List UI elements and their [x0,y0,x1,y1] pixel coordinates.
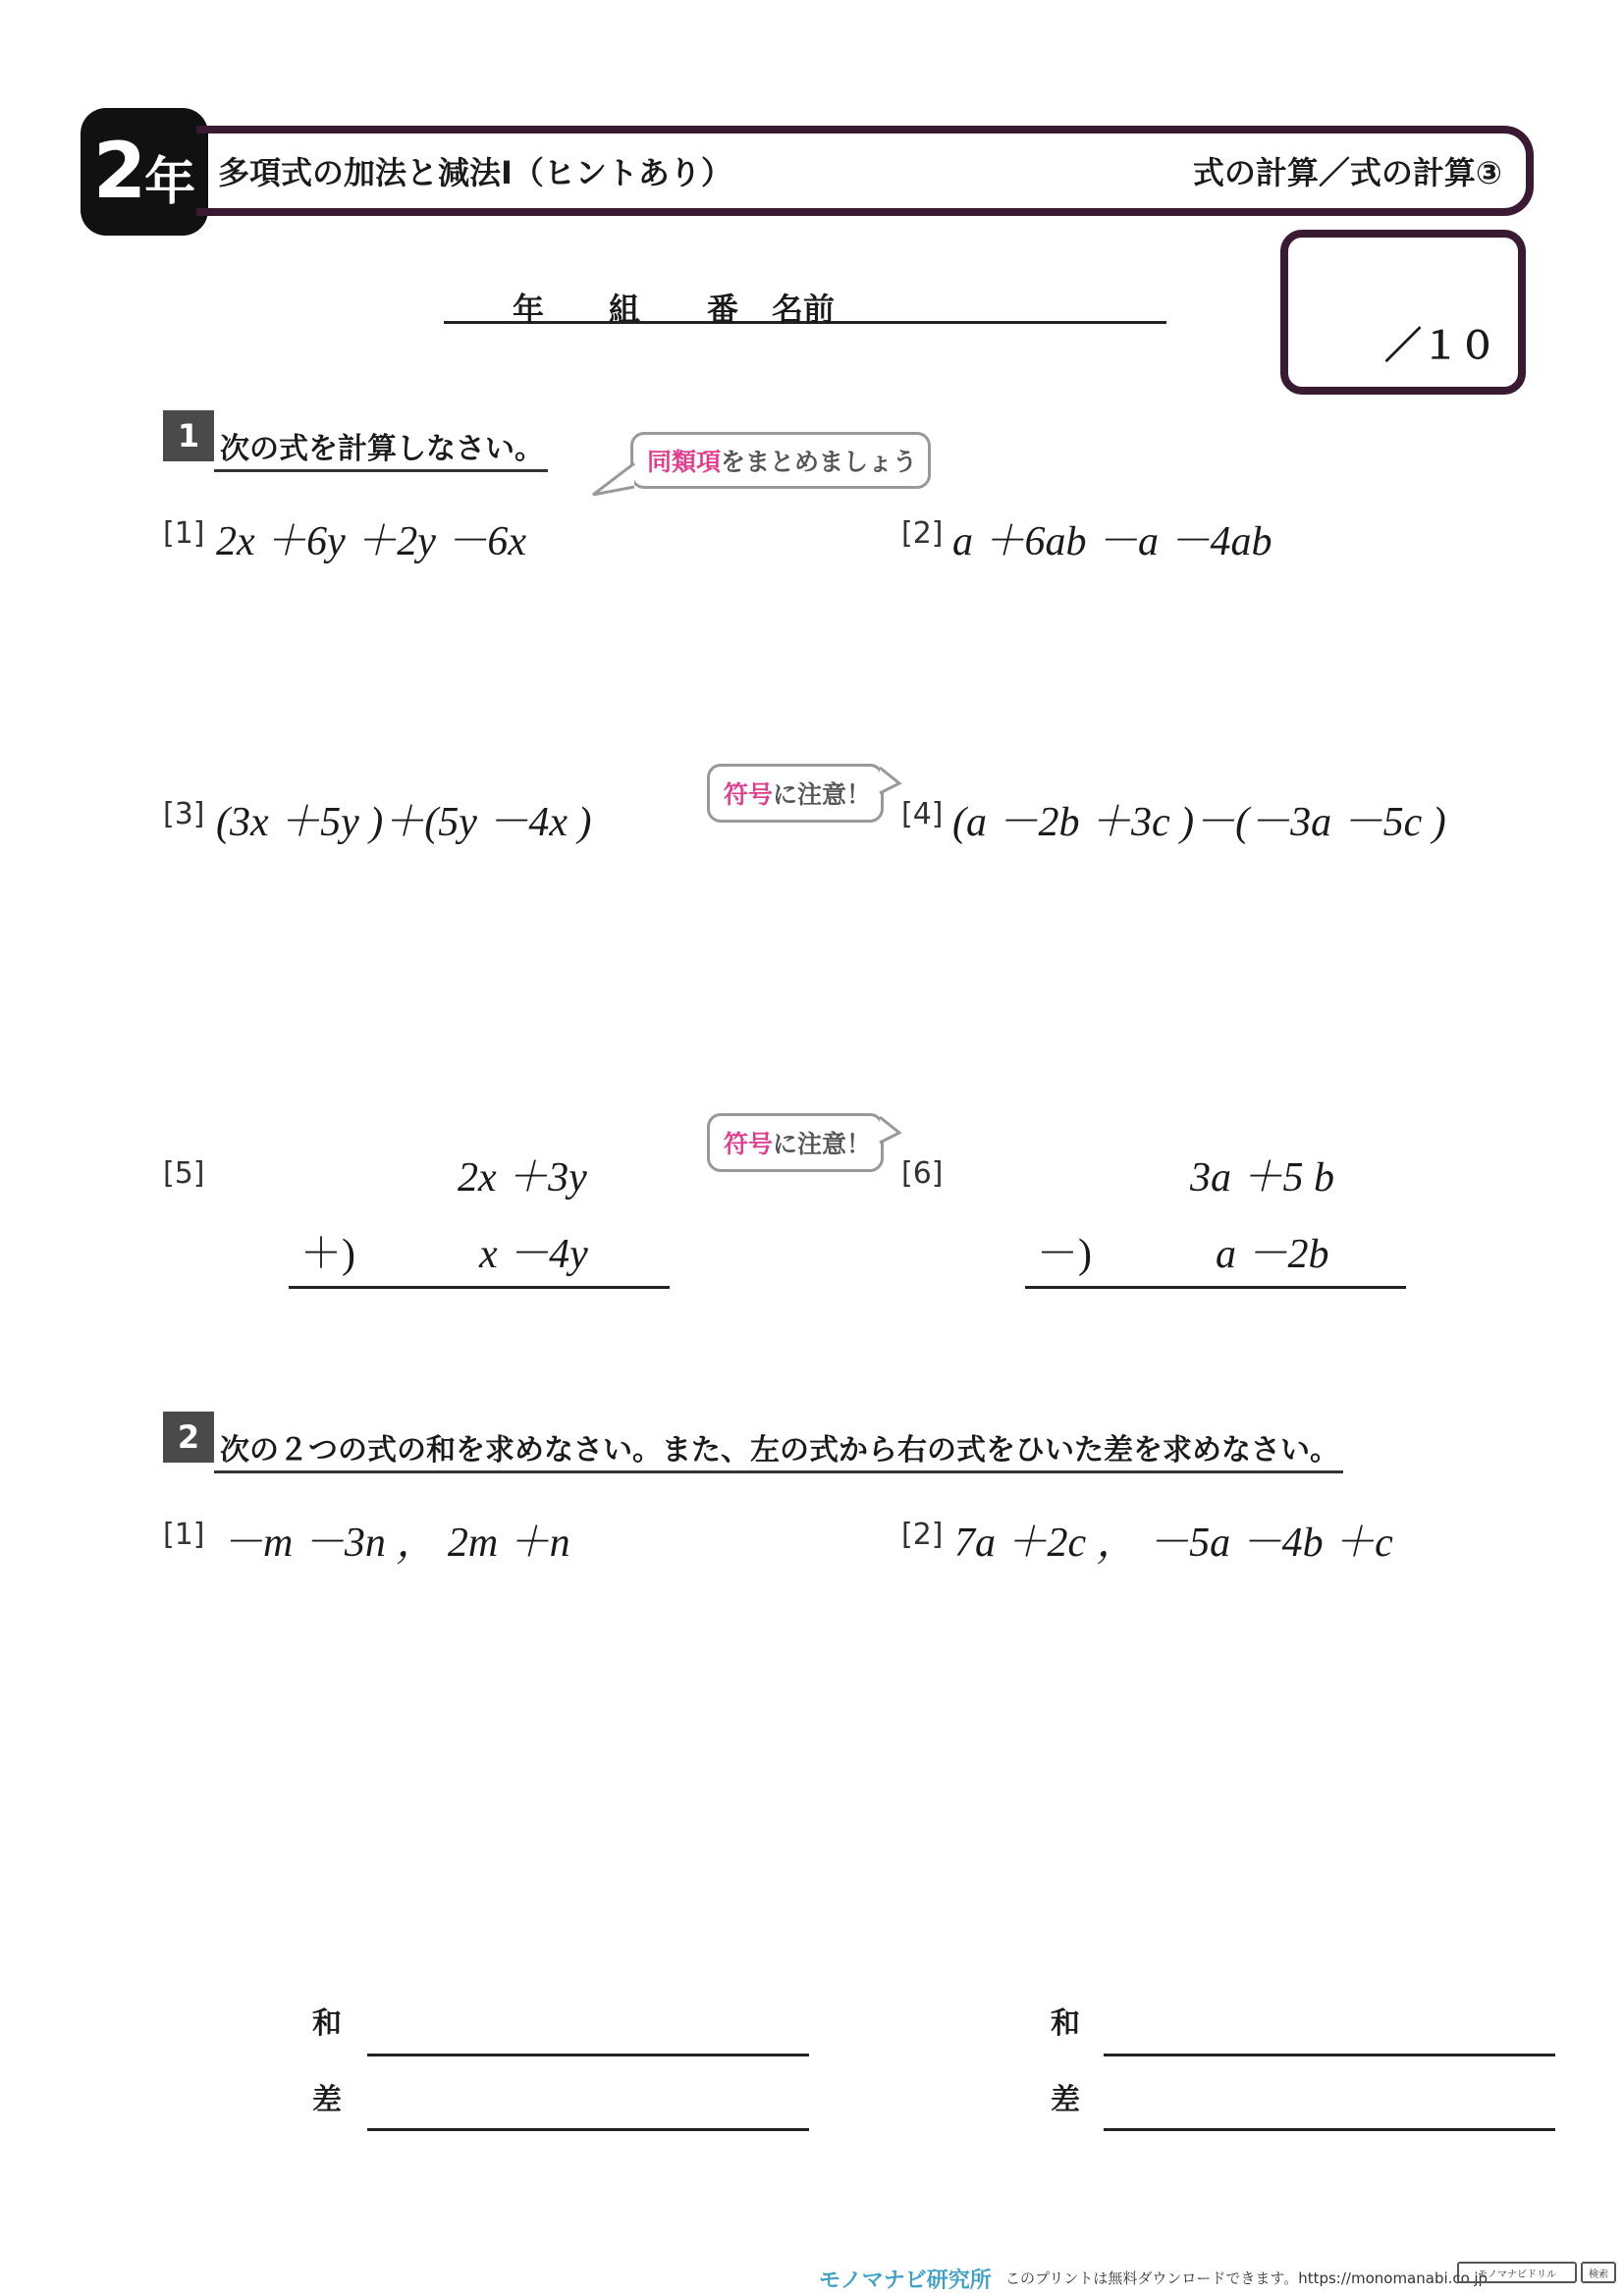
name-line [444,285,1166,328]
difference-answer-line [1104,2128,1555,2131]
worksheet-title: 多項式の加法と減法Ⅰ（ヒントあり） [218,154,732,191]
title-bar [196,126,1534,216]
hint-sign [707,1113,884,1172]
problem-label: [4] [901,797,944,831]
difference-answer-line [367,2128,809,2131]
score-total: ／１０ [1383,324,1496,367]
vertical-bottom-expression: x －4y [479,1232,588,1277]
answer-line [1025,1286,1406,1289]
hint-sign [707,764,884,823]
grade-number: 2 [92,128,145,216]
problem-expression: 2x ＋6y ＋2y －6x [216,519,527,564]
footer-note: このプリントは無料ダウンロードできます。https://monomanabi.co.jp [1005,2269,1489,2287]
vertical-top-expression: 2x ＋3y [458,1155,587,1201]
sum-answer-line [1104,2054,1555,2056]
sum-label: 和 [1051,2006,1080,2041]
section-1-instruction: 次の式を計算しなさい。 [214,424,548,472]
problem-label: [3] [163,797,205,831]
problem-expression: (a －2b ＋3c )－(－3a －5c ) [952,800,1446,845]
problem-expression: －m －3n ， 2m ＋n [222,1521,570,1566]
sum-label: 和 [312,2006,342,2041]
hint-highlight: 符号 [724,1130,774,1158]
problem-label: [5] [163,1156,205,1191]
section-1-number: 1 [163,410,214,461]
hint-highlight: 符号 [724,780,774,809]
difference-label: 差 [1051,2083,1080,2117]
problem-label: [1] [163,1518,205,1552]
footer-search-box: モノマナビドリル [1457,2262,1577,2283]
problem-label: [2] [901,516,944,551]
vertical-bottom-expression: a －2b [1216,1232,1329,1277]
section-2-instruction: 次の２つの式の和を求めなさい。また、左の式から右の式をひいた差を求めなさい。 [214,1425,1343,1473]
score-box [1280,230,1526,395]
vertical-operator: －) [1037,1232,1092,1277]
bubble-tail [876,1113,905,1152]
footer-logo: モノマナビ研究所 [819,2269,992,2293]
difference-label: 差 [312,2083,342,2117]
bubble-tail [589,461,638,501]
hint-text: に注意！ [773,1130,872,1158]
problem-expression: a ＋6ab －a －4ab [952,519,1272,564]
grade-unit: 年 [144,152,196,212]
sum-answer-line [367,2054,809,2056]
answer-line [289,1286,670,1289]
hint-text: に注意！ [773,780,872,809]
problem-expression: (3x ＋5y )＋(5y －4x ) [216,800,592,845]
hint-highlight: 同類項 [647,448,722,476]
name-label: 名前 [772,291,836,328]
section-2-number: 2 [163,1412,214,1463]
class-label: 組 [609,291,641,328]
problem-label: [6] [901,1156,944,1191]
hint-text: をまとめましょう [721,448,918,476]
footer-search-button: 検索 [1581,2262,1616,2283]
unit-title: 式の計算／式の計算③ [1192,154,1502,191]
grade-badge [81,108,208,236]
hint-like-terms [630,432,931,489]
number-label: 番 [707,291,739,328]
vertical-operator: ＋) [300,1232,355,1277]
vertical-top-expression: 3a ＋5 b [1190,1155,1335,1201]
problem-label: [1] [163,516,205,551]
year-label: 年 [513,291,545,328]
problem-expression: 7a ＋2c ， －5a －4b ＋c [954,1521,1393,1566]
problem-label: [2] [901,1518,944,1552]
